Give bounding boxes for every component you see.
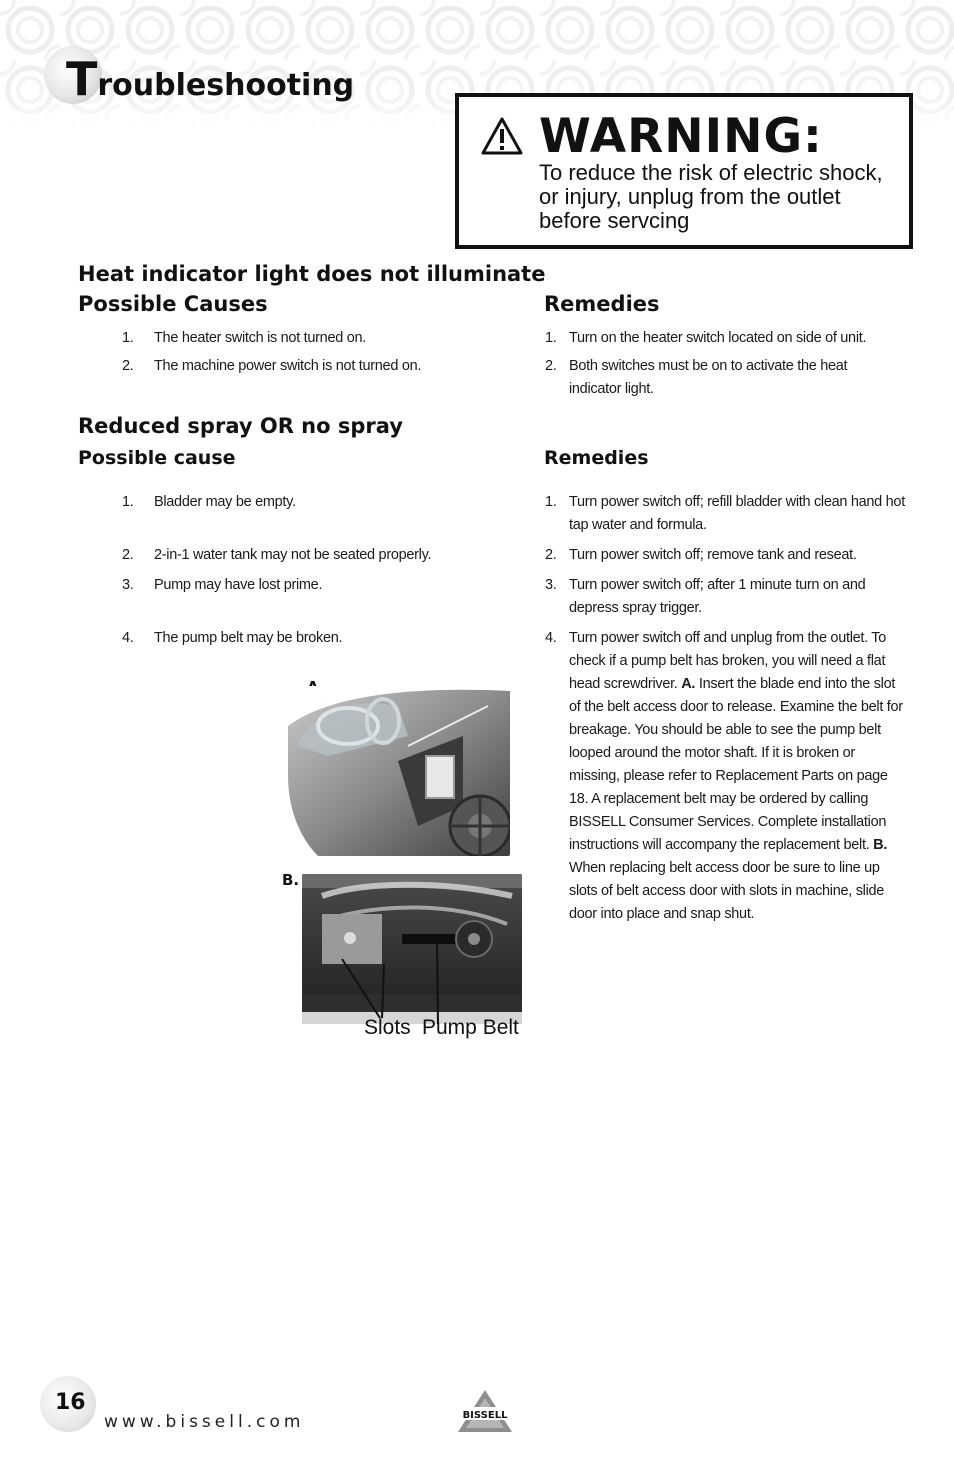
list-item: 1. Bladder may be empty. [122,494,296,510]
section-spray-title: Reduced spray OR no spray [78,414,403,438]
callout-slots: Slots [364,1016,411,1039]
list-item: 1. Turn on the heater switch located on side of unit. [545,330,867,346]
title-initial: T [66,52,98,106]
list-item: 3. Pump may have lost prime. [122,577,323,593]
list-item: 1. Turn power switch off; refill bladder with clean hand hot tap water and formula. [545,494,905,533]
section-spray-causes-heading: Possible cause [78,447,236,469]
list-item: 4. Turn power switch off and unplug from the outlet. To check if a pump belt has broken, you will need a flat head screwdriver. A. Insert the blade end into the slot of the belt access door to release. Examine the belt for breakage. You should be able to see the pump belt looped around the motor shaft. If it is broken or missing, please refer to Replacement Parts on page 18. A replacement belt may be ordered by calling BISSELL Consumer Services. Complete installation instructions will accompany the replacement belt. B. When replacing belt access door be sure to line up slots of belt access door with slots in machine, slide door into place and snap shut. [545,630,903,922]
figure-b-photo [302,874,522,1024]
callout-pump-belt: Pump Belt [422,1016,519,1039]
title-rest: roubleshooting [97,68,355,103]
list-item: 1. The heater switch is not turned on. [122,330,366,346]
figure-a-photo [288,686,510,856]
warning-box [455,93,913,249]
bissell-logo-text: BISSELL [462,1410,508,1421]
footer-url: www.bissell.com [104,1412,305,1432]
list-item: 2. Both switches must be on to activate the heat indicator light. [545,358,848,397]
page-number: 16 [55,1390,86,1415]
section-heat-remedies-heading: Remedies [544,292,660,316]
list-item: 4. The pump belt may be broken. [122,630,343,646]
section-spray-remedies-heading: Remedies [544,447,649,469]
list-item: 2. 2-in-1 water tank may not be seated properly. [122,547,432,563]
warning-title: WARNING: [539,109,823,164]
section-heat-title: Heat indicator light does not illuminate [78,262,546,286]
section-heat-causes-heading: Possible Causes [78,292,268,316]
list-item: 3. Turn power switch off; after 1 minute turn on and depress spray trigger. [545,577,866,616]
warning-triangle-icon [481,117,523,155]
bissell-logo [452,1388,518,1434]
list-item: 2. The machine power switch is not turned on. [122,358,422,374]
warning-text: To reduce the risk of electric shock, or injury, unplug from the outlet before servcing [539,160,883,233]
figure-b-label: B. [282,871,300,889]
list-item: 2. Turn power switch off; remove tank and reseat. [545,547,857,563]
